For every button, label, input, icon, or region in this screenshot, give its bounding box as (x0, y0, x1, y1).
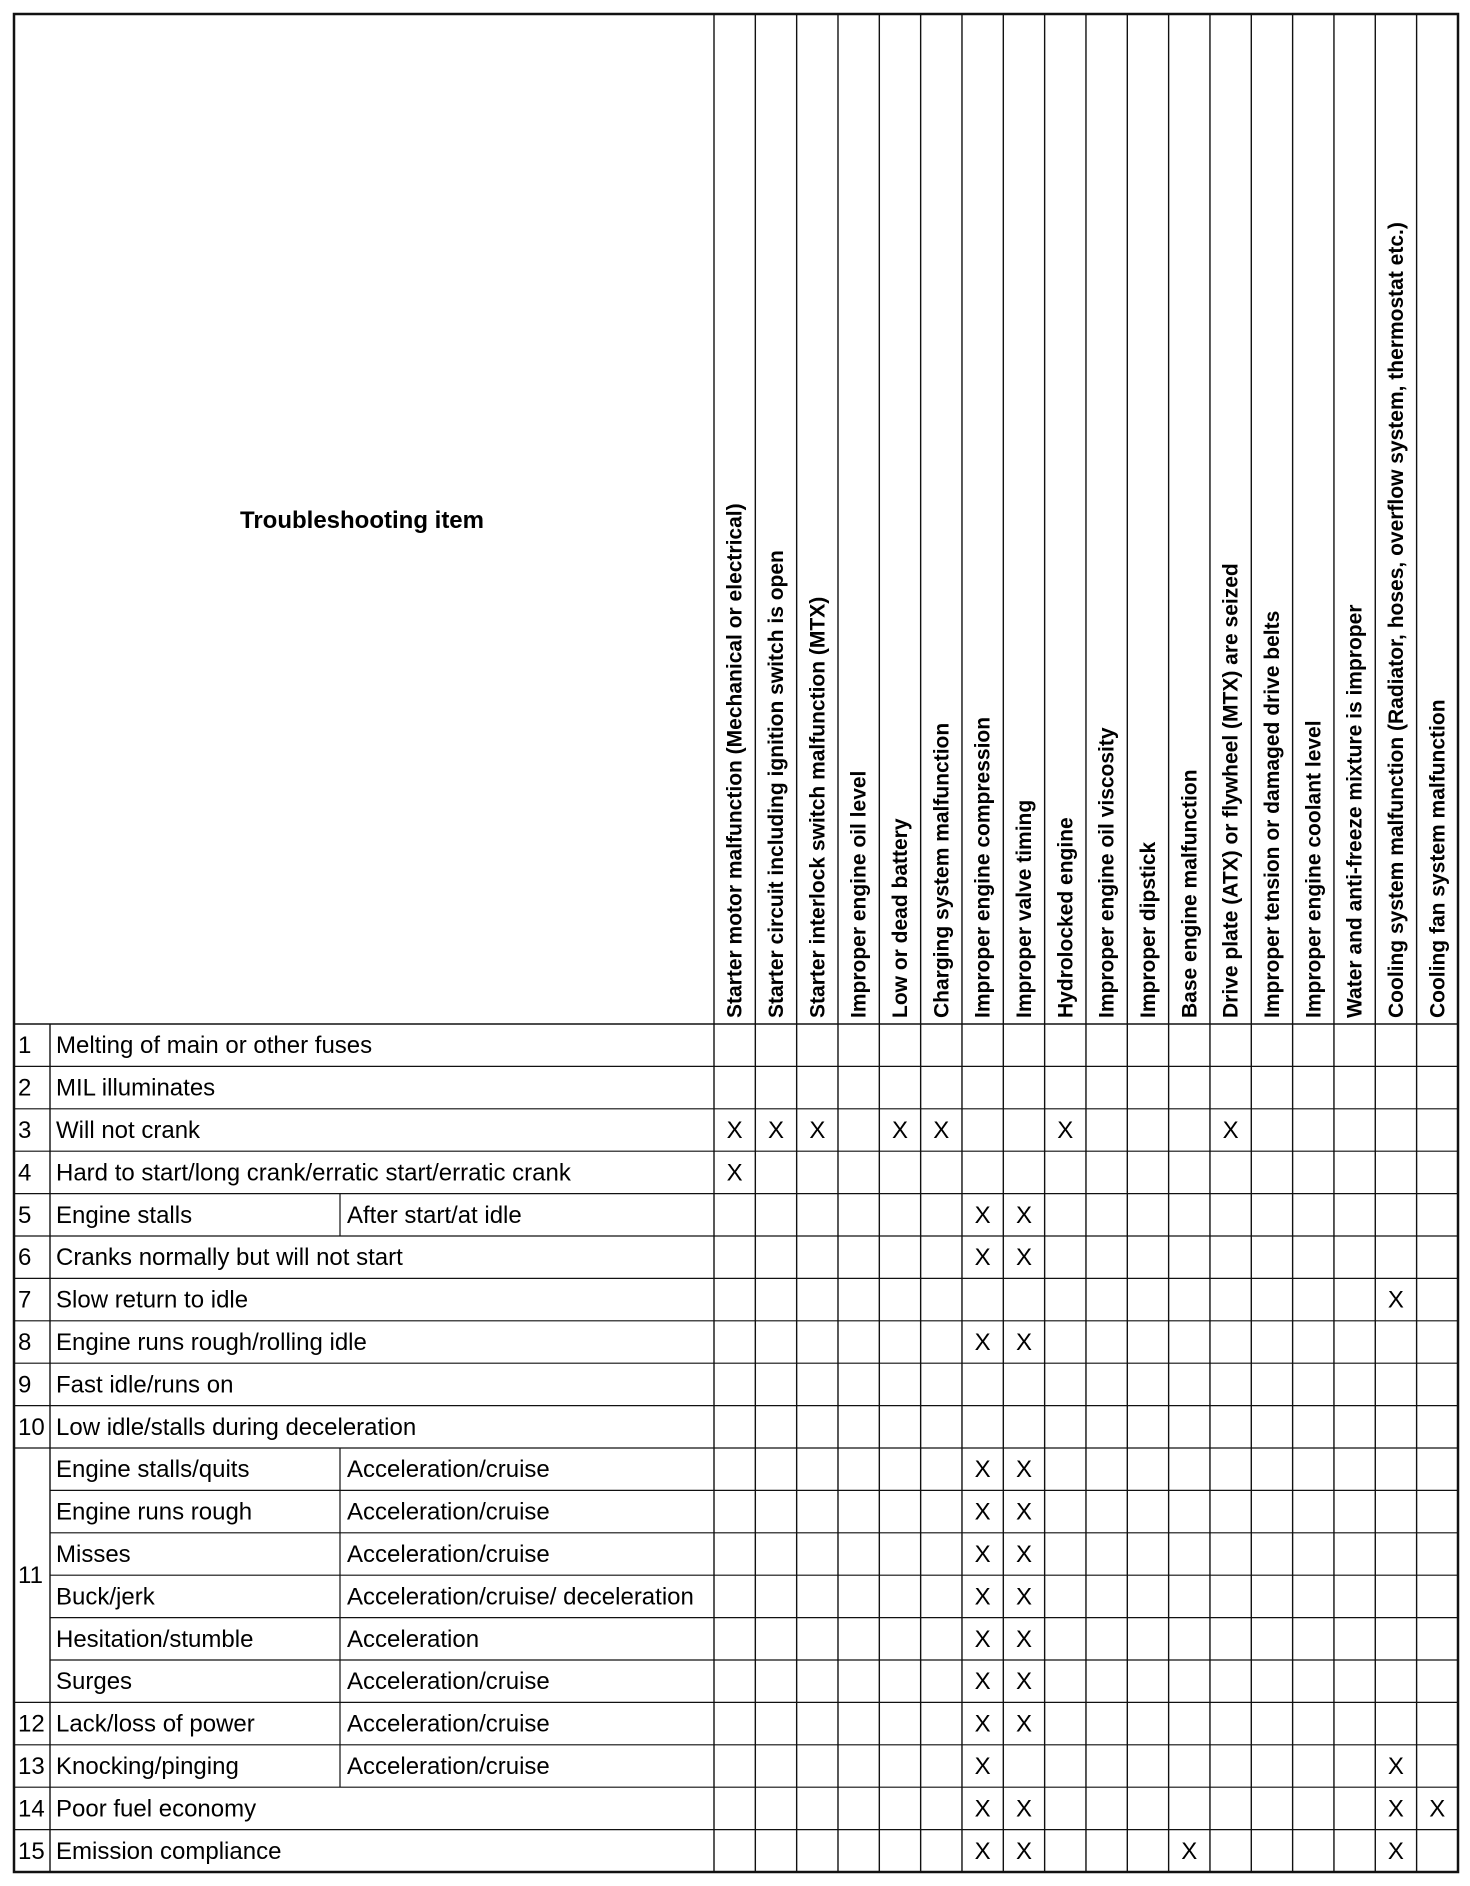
row-number: 13 (18, 1753, 45, 1780)
x-mark: X (809, 1117, 826, 1144)
column-header: Water and anti-freeze mixture is improper (1343, 604, 1367, 1018)
condition: Acceleration/cruise (347, 1668, 550, 1696)
x-mark: X (1015, 1668, 1032, 1696)
x-mark: X (974, 1201, 991, 1229)
column-header: Low or dead battery (888, 818, 912, 1018)
column-header: Cooling fan system malfunction (1426, 699, 1450, 1018)
row-number: 3 (18, 1117, 32, 1144)
troubleshooting-item: Engine stalls/quits (56, 1456, 250, 1484)
x-mark: X (1429, 1795, 1446, 1823)
x-mark: X (891, 1117, 908, 1144)
x-mark: X (933, 1117, 950, 1144)
row-number: 5 (18, 1201, 32, 1229)
x-mark: X (1015, 1837, 1032, 1865)
row-number: 1 (18, 1032, 32, 1060)
row-number: 8 (18, 1329, 32, 1356)
condition: Acceleration/cruise (347, 1498, 550, 1526)
column-header: Starter circuit including ignition switch is open (764, 550, 788, 1018)
column-header: Charging system malfunction (930, 722, 954, 1018)
column-header: Starter interlock switch malfunction (MTX) (806, 596, 830, 1018)
troubleshooting-item: Misses (56, 1541, 131, 1568)
x-mark: X (726, 1159, 743, 1187)
row-number: 12 (18, 1710, 45, 1738)
troubleshooting-item: Fast idle/runs on (56, 1371, 234, 1399)
troubleshooting-item: Surges (56, 1668, 133, 1696)
row-number: 6 (18, 1244, 32, 1272)
troubleshooting-item: Hesitation/stumble (56, 1625, 254, 1653)
x-mark: X (1015, 1456, 1032, 1484)
table-row (18, 1414, 416, 1441)
column-header: Improper dipstick (1136, 841, 1160, 1018)
column-header: Base engine malfunction (1178, 769, 1202, 1018)
x-mark: X (1387, 1286, 1404, 1314)
x-mark: X (1015, 1795, 1032, 1823)
troubleshooting-item: Engine stalls (56, 1201, 193, 1229)
troubleshooting-item: Poor fuel economy (56, 1795, 257, 1823)
x-mark: X (974, 1541, 991, 1568)
x-mark: X (974, 1329, 991, 1356)
condition: Acceleration/cruise (347, 1456, 550, 1484)
column-header: Improper engine oil viscosity (1095, 727, 1119, 1018)
troubleshooting-item: Emission compliance (56, 1837, 282, 1865)
x-mark: X (1015, 1498, 1032, 1526)
x-mark: X (1015, 1583, 1032, 1611)
x-mark: X (974, 1837, 991, 1865)
x-mark: X (974, 1244, 991, 1272)
x-mark: X (1181, 1837, 1198, 1865)
troubleshooting-item: Will not crank (56, 1117, 201, 1144)
row-number: 10 (18, 1413, 45, 1441)
troubleshooting-item: Melting of main or other fuses (56, 1032, 373, 1060)
troubleshooting-item: Cranks normally but will not start (56, 1244, 403, 1272)
x-mark: X (974, 1625, 991, 1653)
column-header: Improper tension or damaged drive belts (1260, 610, 1284, 1018)
row-number: 4 (18, 1159, 32, 1187)
x-mark: X (1222, 1117, 1239, 1144)
x-mark: X (974, 1583, 991, 1611)
row-number: 14 (18, 1795, 45, 1823)
table-row (18, 1032, 372, 1059)
x-mark: X (1387, 1795, 1404, 1823)
troubleshooting-item-header: Troubleshooting item (240, 507, 484, 534)
troubleshooting-item: Knocking/pinging (56, 1753, 239, 1780)
column-header: Improper valve timing (1012, 799, 1036, 1018)
troubleshooting-item: Lack/loss of power (56, 1710, 255, 1738)
column-header: Drive plate (ATX) or flywheel (MTX) are seized (1219, 563, 1243, 1018)
row-number: 11 (18, 1562, 43, 1590)
condition: Acceleration/cruise (347, 1541, 550, 1568)
x-mark: X (1015, 1244, 1032, 1272)
column-header: Starter motor malfunction (Mechanical or electrical) (723, 503, 747, 1018)
row-number: 9 (18, 1371, 32, 1399)
troubleshooting-item: Buck/jerk (56, 1583, 155, 1611)
x-mark: X (767, 1117, 785, 1144)
row-number: 7 (18, 1286, 32, 1314)
row-number: 15 (18, 1837, 45, 1865)
troubleshooting-item: Engine runs rough (56, 1498, 253, 1526)
column-header: Hydrolocked engine (1054, 817, 1078, 1018)
column-header: Improper engine coolant level (1302, 720, 1326, 1018)
column-header: Improper engine compression (971, 716, 995, 1018)
condition: After start/at idle (347, 1201, 522, 1229)
x-mark: X (1057, 1117, 1074, 1144)
x-mark: X (974, 1668, 991, 1696)
troubleshooting-item: Hard to start/long crank/erratic start/erratic crank (56, 1159, 571, 1187)
x-mark: X (974, 1456, 991, 1484)
troubleshooting-item: Engine runs rough/rolling idle (56, 1329, 367, 1356)
x-mark: X (1387, 1753, 1404, 1780)
condition: Acceleration/cruise (347, 1710, 550, 1738)
x-mark: X (1387, 1837, 1404, 1865)
x-mark: X (1015, 1201, 1032, 1229)
x-mark: X (974, 1498, 991, 1526)
troubleshooting-item: Low idle/stalls during deceleration (56, 1413, 417, 1441)
x-mark: X (1015, 1329, 1032, 1356)
x-mark: X (1015, 1625, 1032, 1653)
x-mark: X (974, 1795, 991, 1823)
x-mark: X (1015, 1541, 1032, 1568)
x-mark: X (974, 1753, 991, 1780)
condition: Acceleration/cruise/ deceleration (347, 1583, 694, 1611)
column-header: Cooling system malfunction (Radiator, hoses, overflow system, thermostat etc.) (1384, 222, 1408, 1018)
troubleshooting-item: Slow return to idle (56, 1286, 249, 1314)
column-header: Improper engine oil level (847, 770, 871, 1018)
troubleshooting-item: MIL illuminates (56, 1074, 216, 1102)
condition: Acceleration/cruise (347, 1753, 550, 1780)
x-mark: X (726, 1117, 743, 1144)
x-mark: X (1015, 1710, 1032, 1738)
row-number: 2 (18, 1074, 32, 1102)
condition: Acceleration (347, 1625, 480, 1653)
x-mark: X (974, 1710, 991, 1738)
